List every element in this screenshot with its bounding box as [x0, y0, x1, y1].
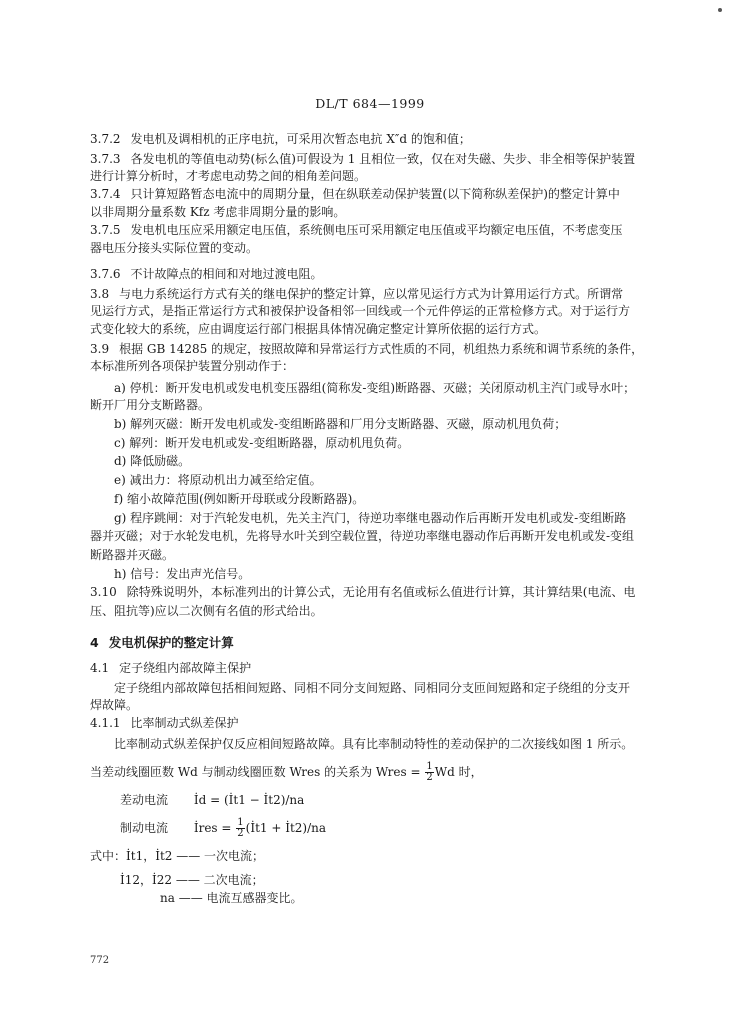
- where-primary-current: İt1，İt2 —— 一次电流；: [126, 849, 265, 863]
- line-text: 式变化较大的系统，应由调度运行部门根据具体情况确定整定计算所依据的运行方式。: [90, 322, 547, 336]
- text-line: [90, 168, 670, 185]
- text-line: [90, 603, 670, 620]
- section-number: 4.1: [90, 661, 110, 675]
- section-line: [90, 341, 670, 358]
- text-line: [90, 358, 670, 375]
- fraction-numerator: 1: [237, 817, 244, 828]
- line-text: 进行计算分析时，才考虑电动势之间的相角差问题。: [90, 169, 367, 183]
- section-number: 4: [90, 635, 99, 650]
- line-text: 发电机保护的整定计算: [108, 635, 234, 650]
- section-number: 3.7.4: [90, 187, 121, 201]
- fraction-denominator: 2: [237, 828, 244, 839]
- where-label: 式中：: [90, 849, 127, 863]
- text-line: [114, 435, 694, 452]
- text-line: [90, 240, 670, 257]
- diff-current-formula: [120, 792, 304, 809]
- section-line: [90, 222, 670, 239]
- text-line: [114, 510, 694, 527]
- diff-expr: İd = (İt1 − İt2)/na: [193, 793, 305, 807]
- section-line: [90, 131, 670, 148]
- text-line: [90, 547, 670, 564]
- line-text: 焊故障。: [90, 698, 139, 712]
- line-text: 断路器并灭磁。: [90, 548, 175, 562]
- line-text: 比率制动式纵差保护: [130, 716, 239, 730]
- line-text: 见运行方式，是指正常运行方式和被保护设备相邻一回线或一个元件停运的正常检修方式。对于运行方: [90, 304, 631, 318]
- page-header: DL/T 684—1999: [315, 96, 425, 111]
- section-line: [90, 186, 670, 203]
- fraction-half: [236, 818, 244, 839]
- text-line: [114, 453, 694, 470]
- section-number: 3.9: [90, 342, 110, 356]
- fraction-denominator: 2: [426, 772, 433, 783]
- text-line: [90, 697, 670, 714]
- line-text: g) 程序跳闸：对于汽轮发电机，先关主汽门，待逆功率继电器动作后再断开发电机或发-变组断路: [114, 511, 627, 525]
- line-text: a) 停机：断开发电机或发电机变压器组(简称发-变组)断路器、灭磁；关闭原动机主汽门或导水叶；: [114, 381, 636, 395]
- where-secondary-current: İ12，İ22 —— 二次电流；: [120, 873, 264, 887]
- text-line: [114, 491, 694, 508]
- line-text: e) 减出力：将原动机出力减至给定值。: [114, 473, 322, 487]
- line-text: 除特殊说明外，本标准列出的计算公式，无论用有名值或标么值进行计算，其计算结果(电流、电: [126, 585, 636, 599]
- section-number: 3.7.2: [90, 132, 121, 146]
- page-number: 772: [90, 955, 110, 966]
- fraction-half: [425, 762, 433, 783]
- line-text: 本标准所列各项保护装置分别动作于：: [90, 359, 295, 373]
- line-text: 压、阻抗等)应以二次侧有名值的形式给出。: [90, 604, 323, 618]
- line-text: 各发电机的等值电动势(标么值)可假设为 1 且相位一致，仅在对失磁、失步、非全相等保护装置: [130, 152, 636, 166]
- line-text: h) 信号：发出声光信号。: [114, 567, 251, 581]
- restraint-expr-pre: İres =: [193, 821, 236, 835]
- section-number: 3.8: [90, 287, 110, 301]
- line-text: f) 缩小故障范围(例如断开母联或分段断路器)。: [114, 492, 365, 506]
- line-text: 比率制动式纵差保护仅反应相间短路故障。具有比率制动特性的差动保护的二次接线如图 1 所示。: [114, 737, 634, 751]
- section-number: 3.7.5: [90, 223, 121, 237]
- scan-speck: [718, 8, 722, 12]
- line-text: 发电机电压应采用额定电压值，系统侧电压可采用额定电压值或平均额定电压值，不考虑变压: [130, 223, 623, 237]
- line-text: b) 解列灭磁：断开发电机或发-变组断路器和厂用分支断路器、灭磁，原动机甩负荷；: [114, 417, 567, 431]
- line-text: 断开厂用分支断路器。: [90, 398, 211, 412]
- line-text: 只计算短路暂态电流中的周期分量，但在纵联差动保护装置(以下简称纵差保护)的整定计算中: [130, 187, 620, 201]
- text-line: [90, 321, 670, 338]
- text-line: [114, 472, 694, 489]
- section-line: [90, 151, 670, 168]
- line-text: 定子绕组内部故障包括相间短路、同相不同分支间短路、同相同分支匝间短路和定子绕组的分支开: [114, 681, 631, 695]
- section-number: 3.7.3: [90, 152, 121, 166]
- diff-label: 差动电流: [120, 793, 169, 807]
- section-number: 4.1.1: [90, 716, 121, 730]
- section-number: 3.10: [90, 585, 117, 599]
- line-text: d) 降低励磁。: [114, 454, 191, 468]
- fraction-numerator: 1: [426, 761, 433, 772]
- text-line: [114, 380, 694, 397]
- line-text: 以非周期分量系数 Kfz 考虑非周期分量的影响。: [90, 205, 346, 219]
- where-line-2: [120, 872, 264, 889]
- where-line-3: [160, 890, 303, 907]
- section-line: [90, 660, 670, 677]
- line-text: 发电机及调相机的正序电抗，可采用次暂态电抗 X″d 的饱和值；: [130, 132, 471, 146]
- text-line: [114, 566, 694, 583]
- text-line: [90, 397, 670, 414]
- text-line: [114, 736, 694, 753]
- section-line: [90, 266, 670, 283]
- restraint-current-formula: [120, 818, 326, 839]
- line-text: 与电力系统运行方式有关的继电保护的整定计算，应以常见运行方式为计算用运行方式。所谓常: [119, 287, 624, 301]
- restraint-label: 制动电流: [120, 821, 169, 835]
- text-line: [90, 303, 670, 320]
- where-line-1: [90, 848, 264, 865]
- text-line: [90, 204, 670, 221]
- section-line: [90, 715, 670, 732]
- line-text: 器电压分接头实际位置的变动。: [90, 241, 259, 255]
- section-line: [90, 584, 670, 601]
- line-text: 根据 GB 14285 的规定，按照故障和异常运行方式性质的不同，机组热力系统和调节系统的条件，: [119, 342, 644, 356]
- text-line: [114, 680, 694, 697]
- where-ct-ratio: na —— 电流互感器变比。: [160, 891, 303, 905]
- line-text: 器并灭磁；对于水轮发电机，先将导水叶关到空载位置，待逆功率继电器动作后再断开发电机或发-变组: [90, 529, 635, 543]
- condition-line: [90, 762, 483, 783]
- section-line: [90, 634, 670, 651]
- condition-text-post: Wd 时，: [434, 765, 483, 779]
- restraint-expr-post: (İt1 + İt2)/na: [245, 821, 327, 835]
- line-text: c) 解列：断开发电机或发-变组断路器，原动机甩负荷。: [114, 436, 410, 450]
- text-line: [114, 416, 694, 433]
- line-text: 不计故障点的相间和对地过渡电阻。: [130, 267, 323, 281]
- text-line: [90, 528, 670, 545]
- condition-text-pre: 当差动线圈匝数 Wd 与制动线圈匝数 Wres 的关系为 Wres =: [90, 765, 425, 779]
- line-text: 定子绕组内部故障主保护: [119, 661, 252, 675]
- section-line: [90, 286, 670, 303]
- section-number: 3.7.6: [90, 267, 121, 281]
